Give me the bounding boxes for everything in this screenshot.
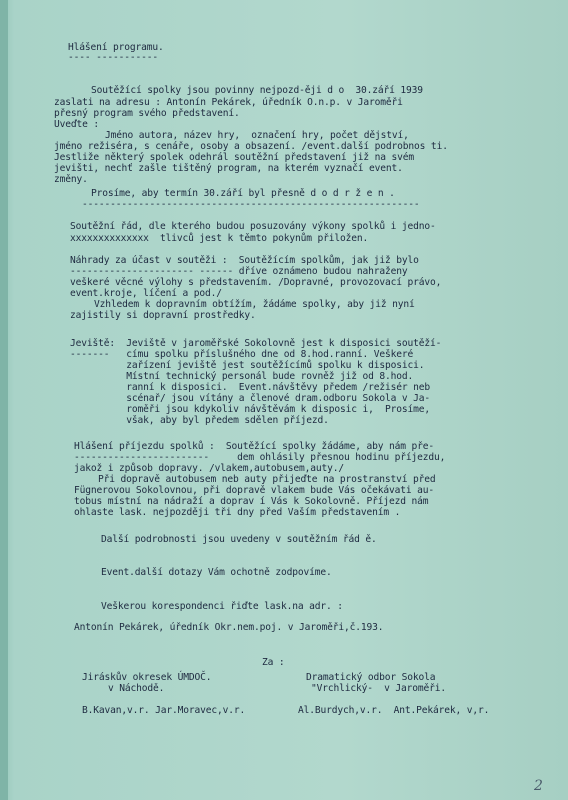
text-line: Fügnerovou Sokolovnou, při dopravě vlakem bude Vás očekávati au- bbox=[74, 485, 435, 496]
text-line: Jeviště: Jeviště v jaroměřské Sokolovně jest k disposici soutěží- bbox=[70, 338, 442, 349]
text-line: scénař/ jsou vítány a členové dram.odboru Sokola v Ja- bbox=[70, 393, 431, 404]
text-line: Hlášení příjezdu spolků : Soutěžící spolky žádáme, aby nám pře- bbox=[74, 441, 435, 452]
text-line: ranní k disposici. Event.návštěvy předem /režisér neb bbox=[70, 382, 431, 393]
page-number: 2 bbox=[534, 778, 543, 794]
text-line: Jiráskův okresek ÚMDOČ. bbox=[82, 672, 212, 683]
page-fold-shadow bbox=[0, 0, 8, 800]
text-line: Za : bbox=[262, 657, 285, 668]
text-line: xxxxxxxxxxxxxx tlivců jest k těmto pokynům přiložen. bbox=[70, 233, 369, 244]
text-line: Veškerou korespondenci řiďte lask.na adr. : bbox=[101, 601, 343, 612]
text-line: veškeré věcné výlohy s představením. /Dopravné, provozovací právo, bbox=[70, 277, 442, 288]
text-line: Náhrady za účast v soutěži : Soutěžícím spolkům, jak již bylo bbox=[70, 255, 419, 266]
text-line: ---- ----------- bbox=[68, 52, 159, 63]
text-line: ------------------------ dem ohlásily přesnou hodinu příjezdu, bbox=[74, 452, 446, 463]
text-line: Hlášení programu. bbox=[68, 42, 164, 53]
text-line: Prosíme, aby termín 30.září byl přesně d o d r ž e n . bbox=[91, 188, 395, 199]
text-line: event.kroje, líčení a pod./ bbox=[70, 288, 222, 299]
text-line: Event.další dotazy Vám ochotně zodpovíme. bbox=[101, 567, 332, 578]
text-line: zajistily si dopravní prostředky. bbox=[70, 310, 256, 321]
text-line: Antonín Pekárek, úředník Okr.nem.poj. v Jaroměři,č.193. bbox=[74, 622, 384, 633]
text-line: Jméno autora, název hry, označení hry, počet dějství, bbox=[105, 130, 409, 141]
text-line: ---------------------- ------ dříve oznámeno budou nahraženy bbox=[70, 266, 408, 277]
text-line: B.Kavan,v.r. Jar.Moravec,v.r. bbox=[82, 705, 246, 716]
text-line: zařízení jeviště jest soutěžícímů spolku k disposici. bbox=[70, 360, 425, 371]
text-line: jméno režiséra, s cenáře, osoby a obsazení. /event.další podrobnos ti. bbox=[54, 141, 448, 152]
text-line: Soutěžící spolky jsou povinny nejpozd-ěji d o 30.září 1939 bbox=[91, 85, 423, 96]
text-line: ------------------------------------------------------------ bbox=[82, 199, 420, 210]
text-line: tobus místní na nádraží a doprav í Vás k Sokolovně. Příjezd nám bbox=[74, 496, 429, 507]
text-line: Při dopravě autobusem neb auty přijeďte na prostranství před bbox=[98, 474, 436, 485]
text-line: jakož i způsob dopravy. /vlakem,autobusem,auty./ bbox=[74, 463, 345, 474]
text-line: Uveďte : bbox=[54, 119, 100, 130]
text-line: roměři jsou kdykoliv návštěvám k disposic i, Prosíme, bbox=[70, 404, 431, 415]
text-line: "Vrchlický- v Jaroměři. bbox=[311, 683, 447, 694]
text-line: v Náchodě. bbox=[108, 683, 165, 694]
text-line: však, aby byl předem sdělen příjezd. bbox=[70, 415, 329, 426]
text-line: Al.Burdych,v.r. Ant.Pekárek, v,r. bbox=[298, 705, 490, 716]
text-line: ------- címu spolku příslušného dne od 8.hod.ranní. Veškeré bbox=[70, 349, 414, 360]
text-line: jevišti, nechť zašle tištěný program, na kterém vyznačí event. bbox=[54, 163, 403, 174]
text-line: Dramatický odbor Sokola bbox=[306, 672, 436, 683]
text-line: Místní technický personál bude rovněž již od 8.hod. bbox=[70, 371, 414, 382]
text-line: přesný program svého představení. bbox=[54, 108, 240, 119]
text-line: Jestliže některý spolek odehrál soutěžní představení již na svém bbox=[54, 152, 415, 163]
text-line: Vzhledem k dopravním obtížím, žádáme spolky, aby již nyní bbox=[94, 299, 415, 310]
text-line: Soutěžní řád, dle kterého budou posuzovány výkony spolků i jedno- bbox=[70, 221, 436, 232]
text-line: ohlaste lask. nejpozději tři dny před Vaším představením . bbox=[74, 507, 401, 518]
text-line: Další podrobnosti jsou uvedeny v soutěžním řád ě. bbox=[101, 534, 377, 545]
text-line: změny. bbox=[54, 174, 88, 185]
text-line: zaslati na adresu : Antonín Pekárek, úředník O.n.p. v Jaroměři bbox=[54, 97, 403, 108]
